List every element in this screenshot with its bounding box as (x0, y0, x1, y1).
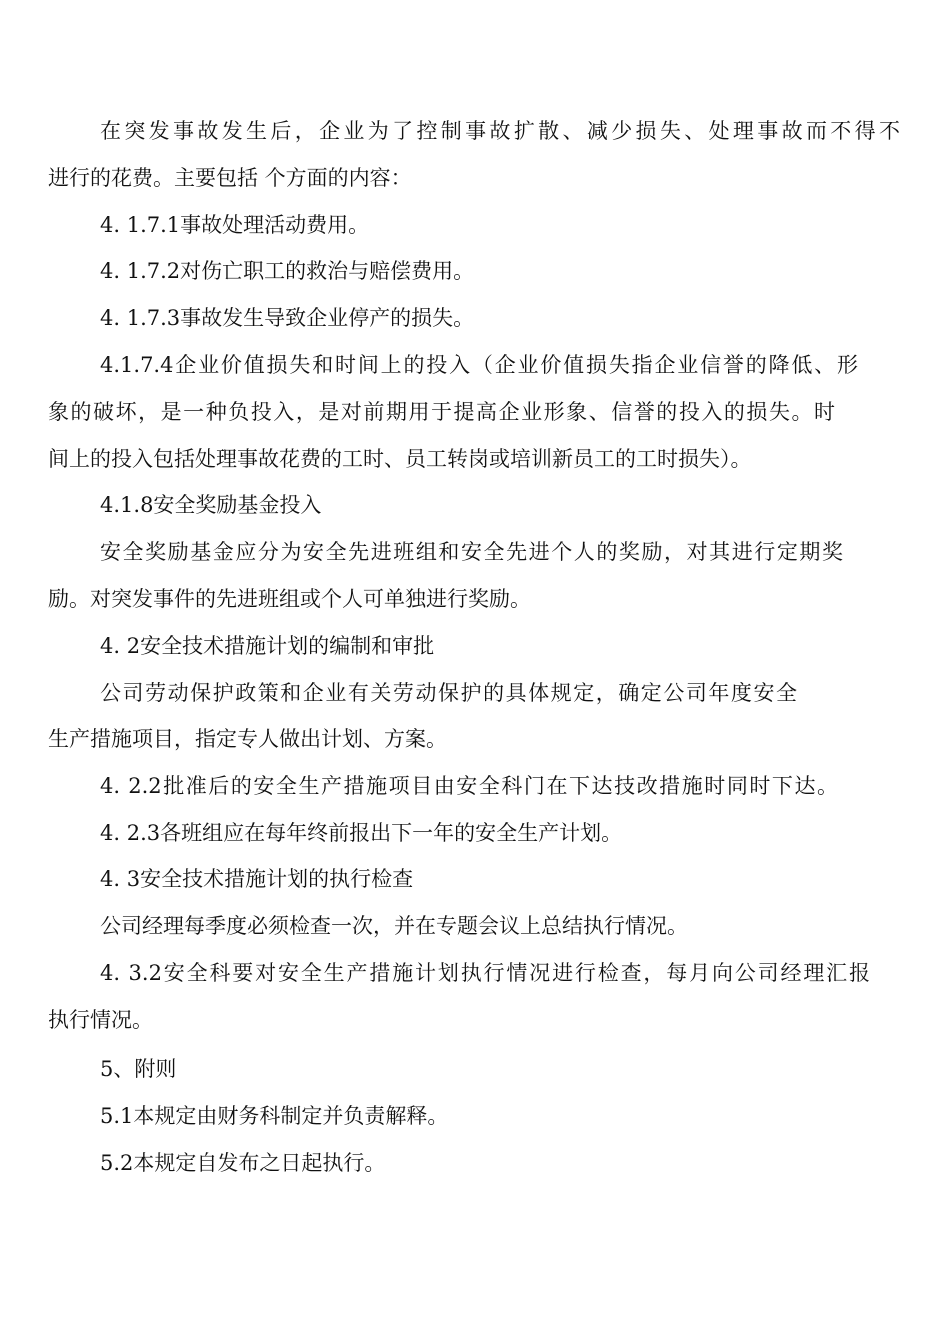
paragraph-line: 执行情况。 (48, 1008, 153, 1032)
paragraph-line: 进行的花费。主要包括 个方面的内容： (48, 166, 412, 190)
paragraph-line: 间上的投入包括处理事故花费的工时、员工转岗或培训新员工的工时损失）。 (48, 447, 752, 471)
paragraph-line: 4.1.7.4企业价值损失和时间上的投入（企业价值损失指企业信誉的降低、形 (100, 353, 858, 377)
section-heading: 5.1本规定由财务科制定并负责解释。 (100, 1104, 449, 1128)
paragraph-line: 公司经理每季度必须检查一次，并在专题会议上总结执行情况。 (100, 914, 688, 938)
paragraph-line: 象的破坏，是一种负投入，是对前期用于提高企业形象、信誉的投入的损失。时 (48, 400, 835, 424)
section-heading: 4. 3.2安全科要对安全生产措施计划执行情况进行检查，每月向公司经理汇报 (100, 961, 870, 985)
section-heading: 4. 3安全技术措施计划的执行检查 (100, 867, 414, 891)
paragraph-line: 安全奖励基金应分为安全先进班组和安全先进个人的奖励，对其进行定期奖 (100, 540, 843, 564)
paragraph-line: 在突发事故发生后，企业为了控制事故扩散、减少损失、处理事故而不得不 (100, 119, 900, 143)
section-heading: 4. 2.2批准后的安全生产措施项目由安全科门在下达技改措施时同时下达。 (100, 774, 838, 798)
section-heading: 4. 1.7.2对伤亡职工的救治与赔偿费用。 (100, 259, 475, 283)
paragraph-line: 生产措施项目，指定专人做出计划、方案。 (48, 727, 447, 751)
section-heading: 4.1.8安全奖励基金投入 (100, 493, 322, 517)
section-heading: 5、附则 (100, 1057, 177, 1081)
section-heading: 5.2本规定自发布之日起执行。 (100, 1151, 386, 1175)
section-heading: 4. 1.7.3事故发生导致企业停产的损失。 (100, 306, 475, 330)
section-heading: 4. 2安全技术措施计划的编制和审批 (100, 634, 435, 658)
paragraph-line: 公司劳动保护政策和企业有关劳动保护的具体规定，确定公司年度安全 (100, 681, 797, 705)
section-heading: 4. 1.7.1事故处理活动费用。 (100, 213, 370, 237)
paragraph-line: 励。对突发事件的先进班组或个人可单独进行奖励。 (48, 587, 531, 611)
section-heading: 4. 2.3各班组应在每年终前报出下一年的安全生产计划。 (100, 821, 623, 845)
